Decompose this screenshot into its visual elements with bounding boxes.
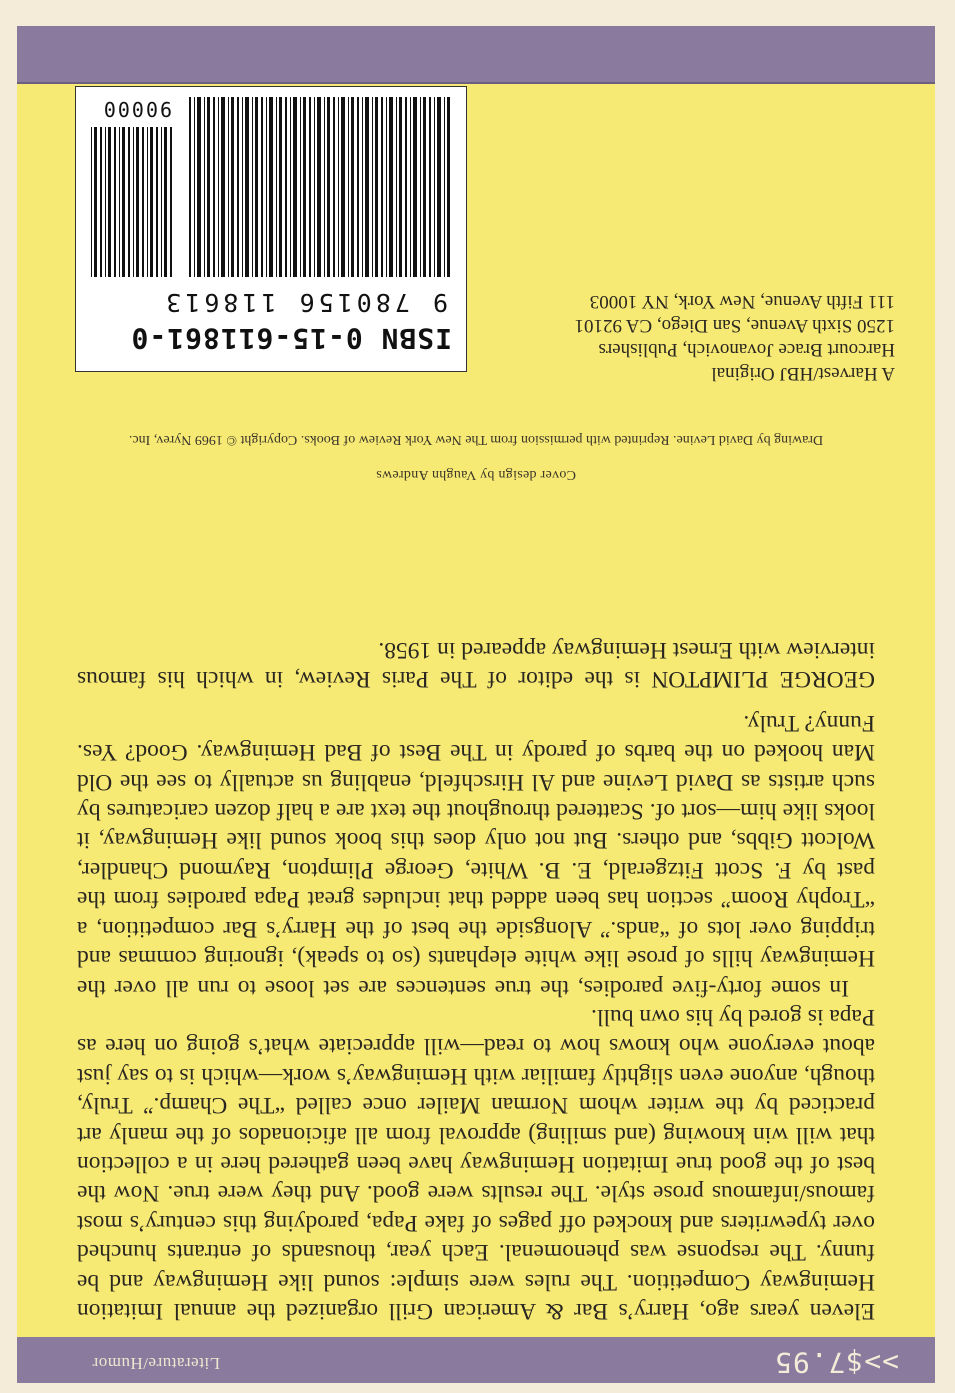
blurb-paragraph-1: Eleven years ago, Harry’s Bar & American Grill organized the annual Imitation Hemingway Competition. The rules were simple: sound like Hemingway and be funny. The response was phenomenal. Each year, thousands of entrants hunched over typewriters and knocked off pages of fake Papa, parodying this century’s most famous/infamous prose style. The results were good. And they were true. Now the best of the good true Imitation Hemingway have been gathered here in a collection that will win knowing (and smiling) approval from all aficionados of the manly art practiced by the writer whom Norman Mailer once called “The Champ.” Truly, though, anyone even slightly familiar with Hemingway’s work—which is to say just about everyone who knows how to read—will appreciate what’s going on here as Papa is gored by his own bull. bbox=[77, 1003, 875, 1324]
imprint-line-4: 111 Fifth Avenue, New York, NY 10003 bbox=[589, 291, 895, 312]
blurb-paragraph-2: In some forty-five parodies, the true sentences are set loose to run all over the Hemingway hills of prose like white elephants (so to speak), ignoring commas and tripping over lots of “ands.” Alongside the best of the Harry’s Bar competition, a “Trophy Room” section has been added that includes great Papa parodies from the past by F. Scott Fitzgerald, E. B. White, George Plimpton, Raymond Chandler, Wolcott Gibbs, and others. But not only does this book sound like Hemingway, it looks like him—sort of. Scattered throughout the text are a half dozen caricatures by such artists as David Levine and Al Hirschfeld, enabling us actually to see the Old Man hooked on the barbs of parody in The Best of Bad Hemingway. Good? Yes. Funny? Truly. bbox=[77, 709, 875, 1001]
blurb-text bbox=[77, 635, 875, 1325]
addon-barcode-icon bbox=[90, 127, 172, 277]
isbn-number: ISBN 0-15-611861-0 bbox=[130, 322, 452, 355]
ean-barcode-icon bbox=[188, 97, 450, 277]
category-label: Literature/Humor bbox=[92, 1354, 220, 1373]
publisher-imprint bbox=[495, 289, 895, 385]
top-purple-band bbox=[17, 1335, 935, 1383]
cover-design-credit: Cover design by Vaughn Andrews bbox=[375, 467, 577, 482]
author-bio: GEORGE PLIMPTON is the editor of The Paris Review, in which his famous interview with Ernest Hemingway appeared in 1958. bbox=[77, 637, 875, 693]
addon-number: 90000 bbox=[101, 97, 172, 121]
imprint-line-2: Harcourt Brace Jovanovich, Publishers bbox=[598, 339, 895, 360]
ean-number: 9 780156 118613 bbox=[162, 288, 448, 317]
yellow-panel bbox=[17, 84, 935, 1337]
isbn-barcode-box bbox=[75, 86, 467, 372]
imprint-line-3: 1250 Sixth Avenue, San Diego, CA 92101 bbox=[574, 315, 895, 336]
bottom-purple-band bbox=[17, 26, 935, 84]
drawing-credit: Drawing by David Levine. Reprinted with permission from The New York Review of Books. Copyright © 1969 Nyrev, Inc. bbox=[128, 432, 824, 447]
imprint-line-1: A Harvest/HBJ Original bbox=[711, 363, 895, 384]
price-label: >>$7.95 bbox=[773, 1346, 899, 1379]
